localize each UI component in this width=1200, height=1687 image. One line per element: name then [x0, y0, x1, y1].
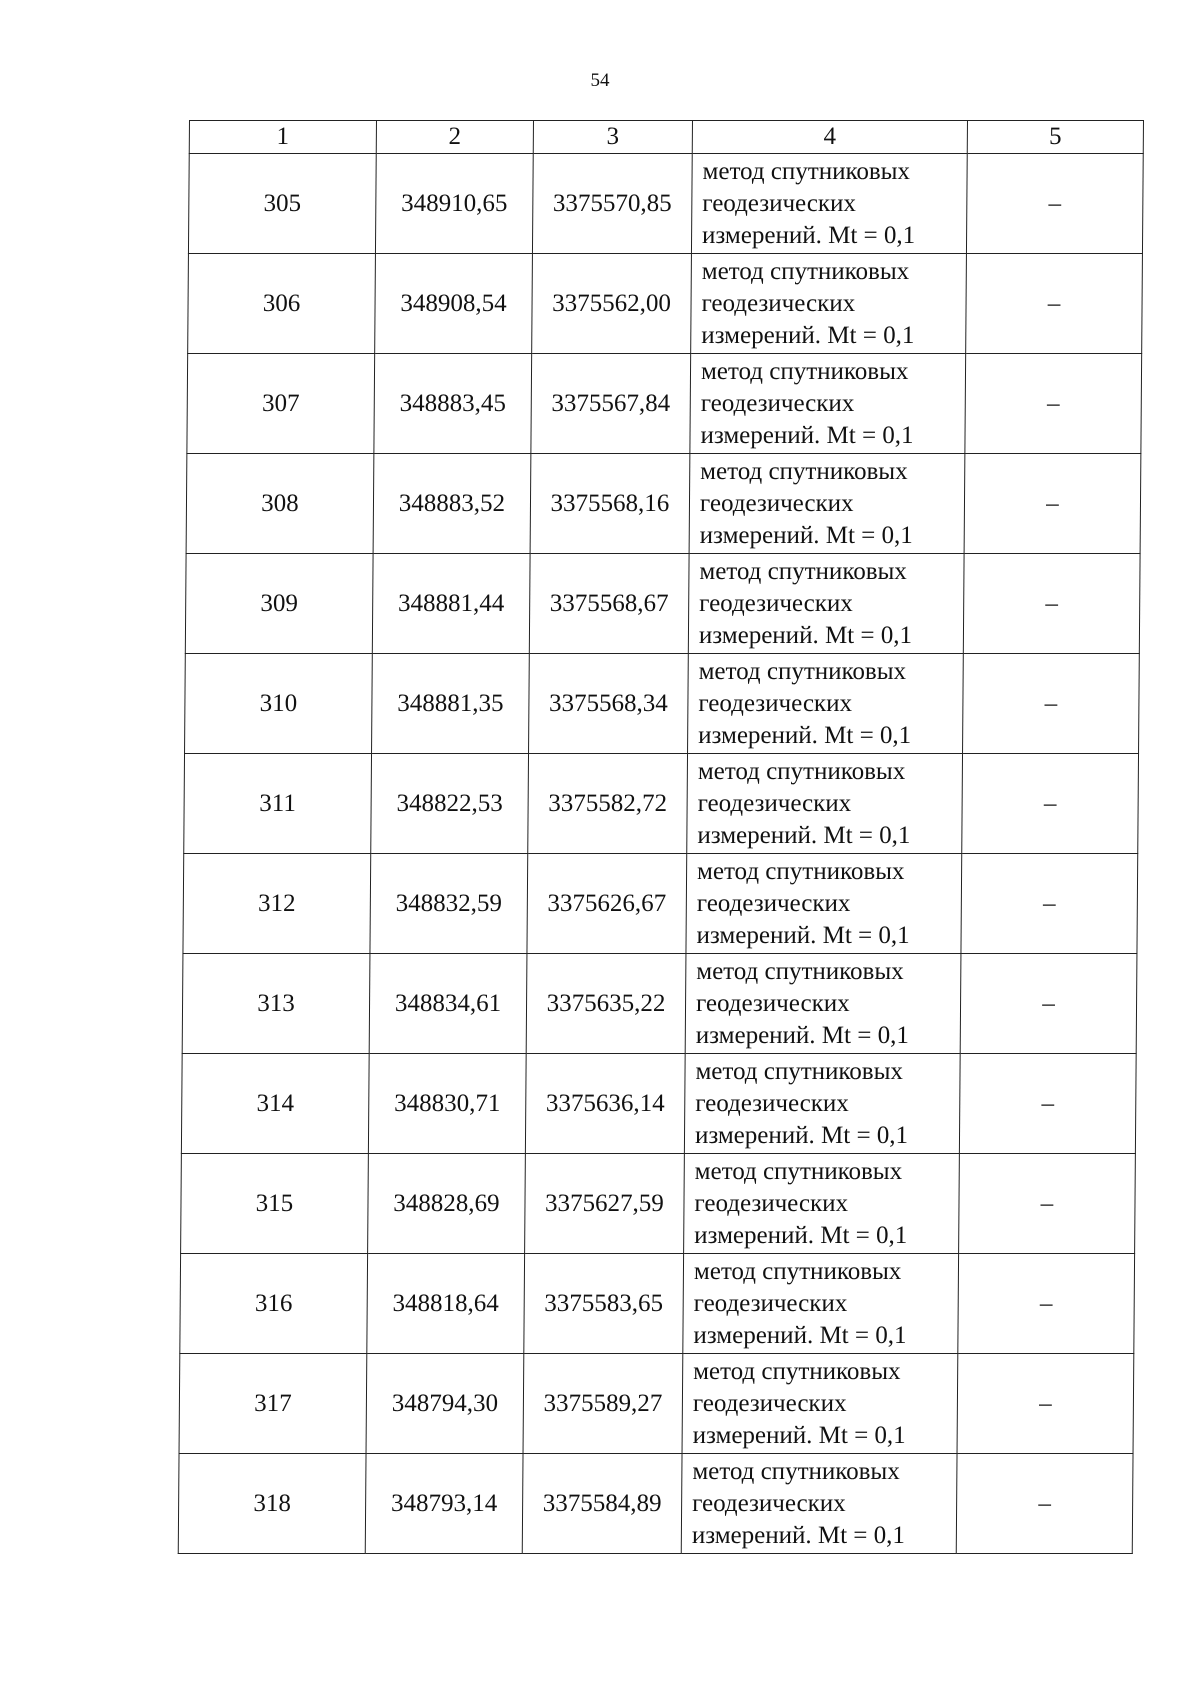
empty-value-cell: – — [964, 454, 1141, 554]
method-line-3: измерений. Mt = 0,1 — [701, 221, 916, 249]
x-coordinate-cell: 348818,64 — [367, 1254, 525, 1354]
point-number-cell: 315 — [181, 1154, 369, 1254]
y-coordinate-cell: 3375636,14 — [525, 1054, 685, 1154]
coordinates-table — [178, 120, 1144, 1554]
table-header — [189, 121, 1143, 154]
table-row — [188, 154, 1143, 254]
method-line-1: метод спутниковых — [693, 1257, 902, 1285]
empty-value-cell: – — [958, 1254, 1135, 1354]
point-number-cell: 317 — [179, 1354, 367, 1454]
x-coordinate-cell: 348834,61 — [369, 954, 527, 1054]
table-row — [178, 1454, 1133, 1554]
y-coordinate-cell: 3375568,67 — [529, 554, 689, 654]
point-number-cell: 310 — [185, 654, 373, 754]
table-row — [180, 1254, 1135, 1354]
page-number: 54 — [590, 70, 610, 91]
empty-value-cell: – — [959, 1054, 1136, 1154]
point-number-cell: 306 — [188, 254, 376, 354]
y-coordinate-cell: 3375627,59 — [525, 1154, 685, 1254]
method-line-2: геодезических — [692, 1389, 847, 1417]
x-coordinate-cell: 348794,30 — [366, 1354, 524, 1454]
point-number-cell: 314 — [181, 1054, 369, 1154]
method-line-1: метод спутниковых — [698, 657, 907, 685]
table-row — [183, 854, 1138, 954]
method-line-2: геодезических — [695, 1089, 849, 1117]
method-line-1: метод спутниковых — [692, 1457, 900, 1485]
y-coordinate-cell: 3375583,65 — [524, 1254, 684, 1354]
point-number-cell: 313 — [182, 954, 370, 1054]
x-coordinate-cell: 348822,53 — [371, 754, 529, 854]
point-number-cell: 311 — [184, 754, 372, 854]
method-line-3: измерений. Mt = 0,1 — [694, 1121, 909, 1149]
x-coordinate-cell: 348910,65 — [375, 154, 533, 254]
method-line-2: геодезических — [692, 1489, 846, 1517]
point-number-cell: 308 — [186, 454, 374, 554]
table-row — [181, 1054, 1136, 1154]
method-line-3: измерений. Mt = 0,1 — [691, 1521, 906, 1549]
method-cell — [683, 1254, 959, 1354]
y-coordinate-cell: 3375562,00 — [532, 254, 692, 354]
method-line-2: геодезических — [696, 889, 851, 917]
method-line-3: измерений. Mt = 0,1 — [697, 821, 911, 849]
method-line-2: геодезических — [702, 189, 857, 217]
empty-value-cell: – — [957, 1354, 1134, 1454]
empty-value-cell: – — [966, 154, 1143, 254]
method-line-2: геодезических — [701, 289, 856, 317]
method-cell — [682, 1354, 958, 1454]
x-coordinate-cell: 348881,44 — [372, 554, 530, 654]
method-line-3: измерений. Mt = 0,1 — [698, 621, 913, 649]
method-line-2: геодезических — [698, 689, 853, 717]
column-header-4: 4 — [692, 121, 967, 154]
y-coordinate-cell: 3375584,89 — [522, 1454, 682, 1554]
method-line-1: метод спутниковых — [697, 757, 906, 785]
method-line-1: метод спутниковых — [699, 557, 907, 585]
point-number-cell: 318 — [178, 1454, 366, 1554]
empty-value-cell: – — [963, 554, 1140, 654]
table-row — [185, 554, 1140, 654]
point-number-cell: 305 — [188, 154, 376, 254]
x-coordinate-cell: 348883,52 — [373, 454, 531, 554]
y-coordinate-cell: 3375568,16 — [530, 454, 690, 554]
point-number-cell: 309 — [185, 554, 373, 654]
method-line-1: метод спутниковых — [702, 157, 911, 185]
method-line-1: метод спутниковых — [695, 1057, 904, 1085]
method-cell — [687, 754, 963, 854]
table-body — [178, 154, 1143, 1554]
method-line-2: геодезических — [693, 1289, 848, 1317]
y-coordinate-cell: 3375635,22 — [526, 954, 686, 1054]
x-coordinate-cell: 348883,45 — [374, 354, 532, 454]
method-line-1: метод спутниковых — [696, 957, 904, 985]
table-row — [179, 1354, 1134, 1454]
y-coordinate-cell: 3375589,27 — [523, 1354, 683, 1454]
method-line-3: измерений. Mt = 0,1 — [699, 521, 913, 549]
method-cell — [681, 1454, 957, 1554]
x-coordinate-cell: 348828,69 — [368, 1154, 526, 1254]
empty-value-cell: – — [966, 254, 1143, 354]
empty-value-cell: – — [962, 754, 1139, 854]
column-header-5: 5 — [967, 121, 1143, 154]
method-line-1: метод спутниковых — [693, 1357, 901, 1385]
method-cell — [688, 654, 964, 754]
y-coordinate-cell: 3375568,34 — [529, 654, 689, 754]
method-cell — [684, 1054, 960, 1154]
empty-value-cell: – — [961, 854, 1138, 954]
x-coordinate-cell: 348830,71 — [368, 1054, 526, 1154]
table-row — [185, 654, 1140, 754]
method-line-1: метод спутниковых — [694, 1157, 903, 1185]
column-header-2: 2 — [376, 121, 533, 154]
method-line-2: геодезических — [695, 989, 850, 1017]
point-number-cell: 312 — [183, 854, 371, 954]
empty-value-cell: – — [963, 654, 1140, 754]
method-line-3: измерений. Mt = 0,1 — [696, 921, 910, 949]
method-line-3: измерений. Mt = 0,1 — [694, 1221, 908, 1249]
method-line-3: измерений. Mt = 0,1 — [693, 1321, 907, 1349]
table-row — [186, 454, 1141, 554]
method-line-3: измерений. Mt = 0,1 — [692, 1421, 906, 1449]
method-cell — [686, 854, 962, 954]
method-line-1: метод спутниковых — [696, 857, 905, 885]
y-coordinate-cell: 3375567,84 — [531, 354, 691, 454]
method-line-3: измерений. Mt = 0,1 — [698, 721, 912, 749]
x-coordinate-cell: 348908,54 — [375, 254, 533, 354]
empty-value-cell: – — [960, 954, 1137, 1054]
method-cell — [685, 954, 961, 1054]
y-coordinate-cell: 3375626,67 — [527, 854, 687, 954]
empty-value-cell: – — [959, 1154, 1136, 1254]
method-cell — [691, 254, 967, 354]
method-cell — [691, 154, 967, 254]
method-line-2: геодезических — [694, 1189, 849, 1217]
x-coordinate-cell: 348832,59 — [370, 854, 528, 954]
table-row — [181, 1154, 1136, 1254]
method-line-3: измерений. Mt = 0,1 — [701, 321, 915, 349]
column-header-3: 3 — [533, 121, 692, 154]
point-number-cell: 307 — [187, 354, 375, 454]
method-cell — [684, 1154, 960, 1254]
y-coordinate-cell: 3375582,72 — [528, 754, 688, 854]
point-number-cell: 316 — [180, 1254, 368, 1354]
empty-value-cell: – — [965, 354, 1142, 454]
method-line-2: геодезических — [697, 789, 852, 817]
method-line-1: метод спутниковых — [700, 457, 908, 485]
table-row — [184, 754, 1139, 854]
method-line-3: измерений. Mt = 0,1 — [700, 421, 914, 449]
method-line-1: метод спутниковых — [701, 257, 910, 285]
method-cell — [689, 454, 965, 554]
column-header-1: 1 — [189, 121, 376, 154]
header-row — [189, 121, 1143, 154]
method-cell — [690, 354, 966, 454]
x-coordinate-cell: 348881,35 — [372, 654, 530, 754]
empty-value-cell: – — [956, 1454, 1133, 1554]
method-line-2: геодезических — [699, 589, 853, 617]
method-line-3: измерений. Mt = 0,1 — [695, 1021, 909, 1049]
x-coordinate-cell: 348793,14 — [365, 1454, 523, 1554]
table-row — [182, 954, 1137, 1054]
method-line-2: геодезических — [700, 389, 855, 417]
method-line-1: метод спутниковых — [700, 357, 909, 385]
y-coordinate-cell: 3375570,85 — [532, 154, 692, 254]
method-cell — [688, 554, 964, 654]
table-row — [188, 254, 1143, 354]
table-row — [187, 354, 1142, 454]
method-line-2: геодезических — [699, 489, 854, 517]
